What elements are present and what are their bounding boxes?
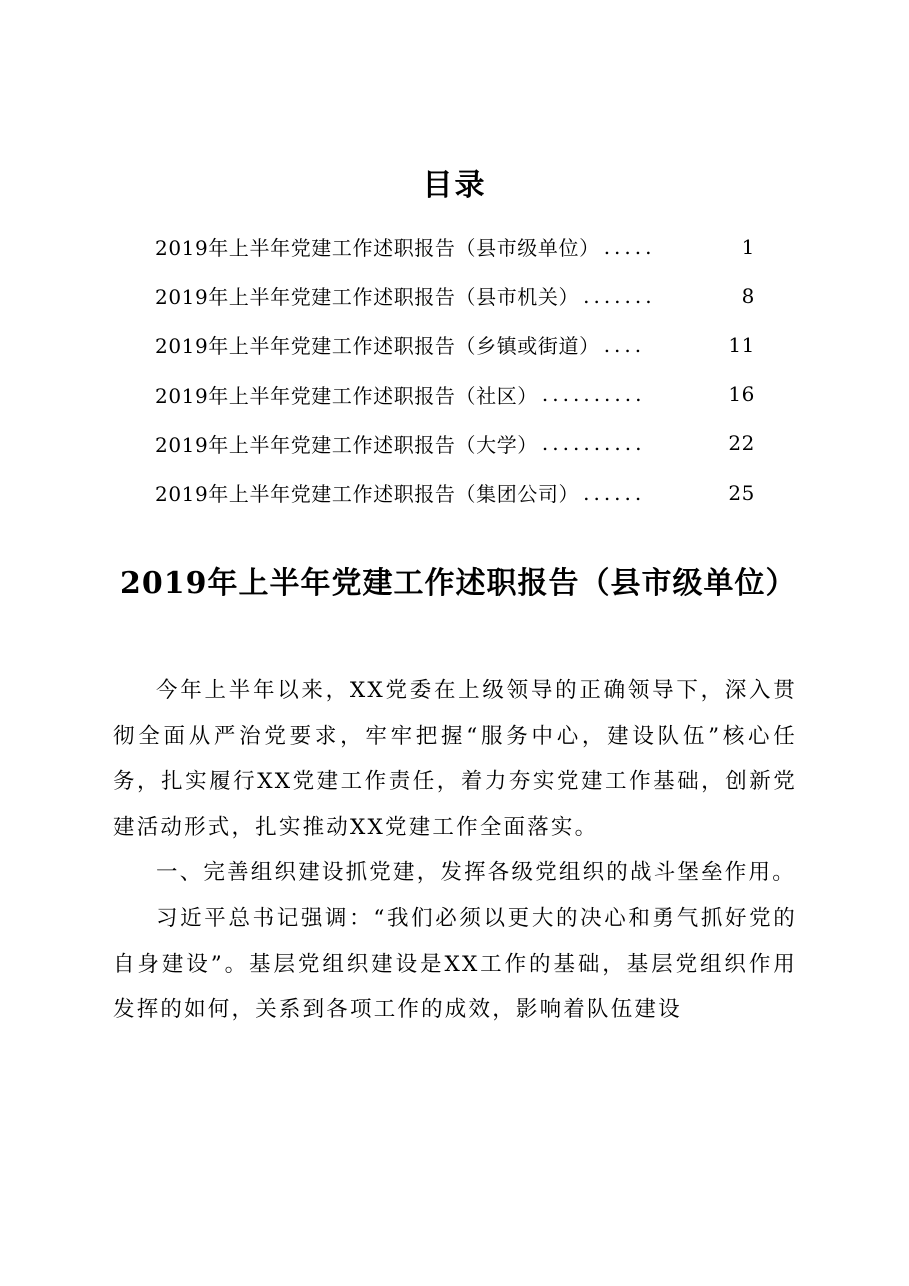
toc-title: 目录	[422, 168, 487, 203]
toc-entry-text: 2019年上半年党建工作述职报告（县市级单位）	[155, 236, 600, 261]
toc-leader-dots: ..........	[541, 382, 646, 407]
toc-entry-text: 2019年上半年党建工作述职报告（县市机关）	[155, 285, 580, 310]
toc-page-number: 11	[728, 332, 755, 357]
section-heading: 一、完善组织建设抓党建，发挥各级党组织的战斗堡垒作用。	[156, 860, 796, 886]
toc-entry[interactable]	[155, 222, 755, 271]
toc-page-number: 16	[728, 382, 755, 407]
toc-entry-text: 2019年上半年党建工作述职报告（大学）	[155, 432, 538, 457]
toc-entry-text: 2019年上半年党建工作述职报告（集团公司）	[155, 482, 580, 507]
toc-page-number: 25	[728, 480, 755, 505]
toc-page-number: 22	[728, 431, 755, 456]
body-paragraph: 习近平总书记强调：“我们必须以更大的决心和勇气抓好党的自身建设”。基层党组织建设是XX工作的基础，基层党组织作用发挥的如何，关系到各项工作的成效，影响着队伍建设	[113, 905, 797, 1023]
toc-leader-dots: ....	[603, 332, 646, 357]
toc-entry[interactable]	[155, 320, 755, 369]
document-title: 2019年上半年党建工作述职报告（县市级单位）	[120, 566, 797, 602]
toc-entry[interactable]	[155, 271, 755, 320]
table-of-contents	[155, 222, 755, 517]
body-paragraph: 今年上半年以来，XX党委在上级领导的正确领导下，深入贯彻全面从严治党要求，牢牢把握“服务中心，建设队伍”核心任务，扎实履行XX党建工作责任，着力夯实党建工作基础，创新党建活动形式，扎实推动XX党建工作全面落实。	[113, 678, 797, 840]
toc-entry[interactable]	[155, 419, 755, 468]
toc-leader-dots: ..........	[541, 431, 646, 456]
toc-page-number: 8	[741, 283, 755, 308]
toc-leader-dots: ......	[583, 480, 646, 505]
toc-leader-dots: .....	[603, 234, 656, 259]
toc-entry-text: 2019年上半年党建工作述职报告（社区）	[155, 383, 538, 408]
document-body	[113, 668, 797, 1033]
toc-leader-dots: .......	[583, 283, 656, 308]
toc-page-number: 1	[741, 234, 755, 259]
toc-entry[interactable]	[155, 468, 755, 517]
toc-entry-text: 2019年上半年党建工作述职报告（乡镇或街道）	[155, 334, 600, 359]
toc-entry[interactable]	[155, 370, 755, 419]
